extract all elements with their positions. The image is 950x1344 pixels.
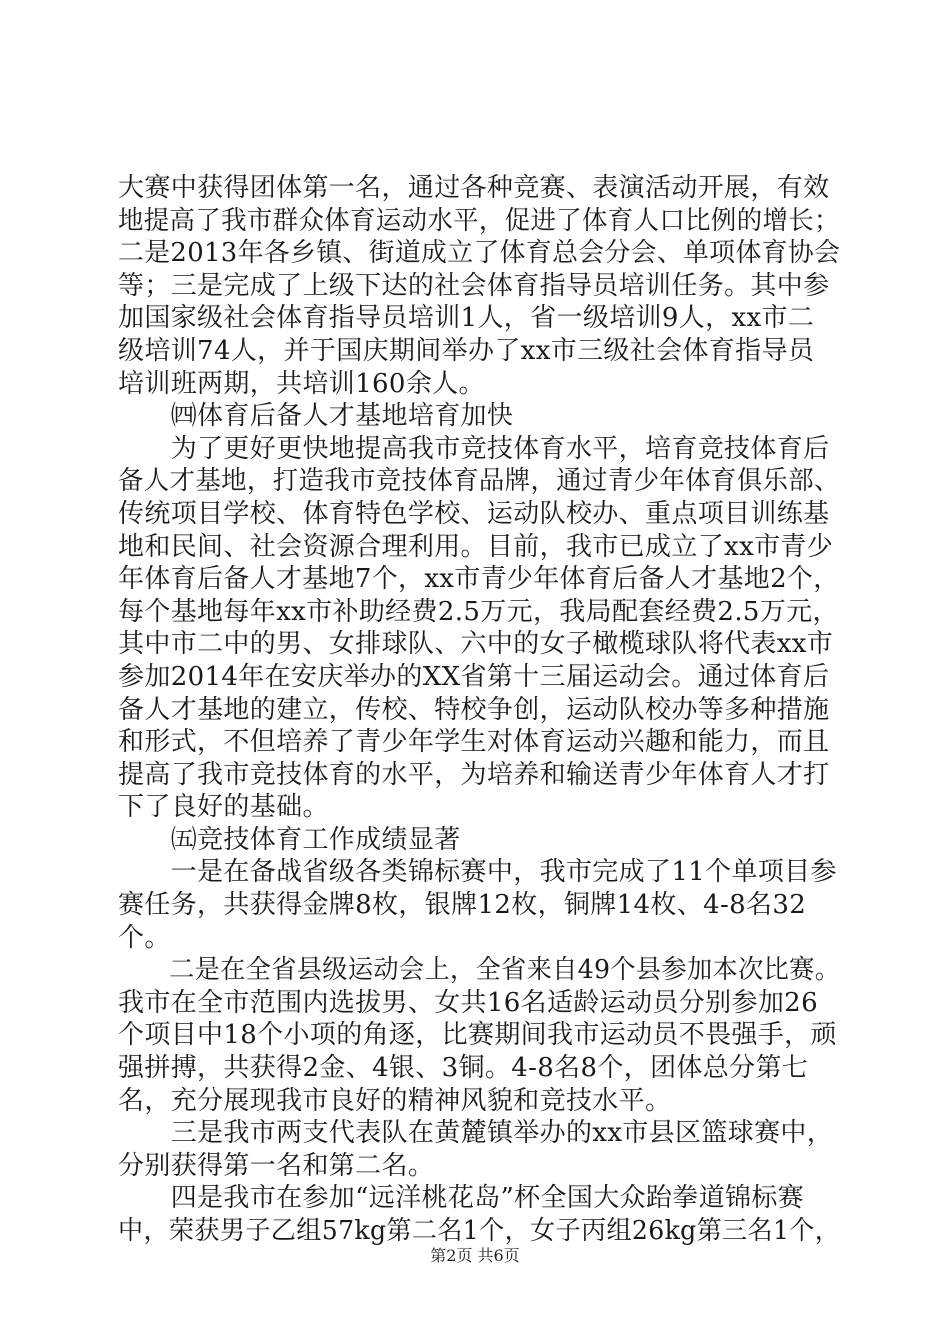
- text-line: 和形式，不但培养了青少年学生对体育运动兴趣和能力，而且: [118, 727, 830, 758]
- text-line: 年体育后备人才基地7个，xx市青少年体育后备人才基地2个，: [118, 564, 840, 595]
- text-line: 个。: [118, 922, 171, 953]
- text-line: 地提高了我市群众体育运动水平，促进了体育人口比例的增长；: [118, 205, 840, 236]
- text-line: 为了更好更快地提高我市竞技体育水平，培育竞技体育后: [118, 433, 830, 464]
- section-heading: ㈤竞技体育工作成绩显著: [118, 824, 461, 855]
- text-line: 赛任务，共获得金牌8枚，银牌12枚，铜牌14枚、4-8名32: [118, 890, 807, 921]
- text-line: 每个基地每年xx市补助经费2.5万元，我局配套经费2.5万元，: [118, 596, 839, 627]
- text-line: 我市在全市范围内选拔男、女共16名适龄运动员分别参加26: [118, 987, 818, 1018]
- text-line: 备人才基地，打造我市竞技体育品牌，通过青少年体育俱乐部、: [118, 466, 840, 497]
- text-line: 下了良好的基础。: [118, 792, 329, 823]
- text-line: 等；三是完成了上级下达的社会体育指导员培训任务。其中参: [118, 270, 830, 301]
- text-line: 强拼搏，共获得2金、4银、3铜。4-8名8个，团体总分第七: [118, 1053, 809, 1084]
- text-line: 参加2014年在安庆举办的XX省第十三届运动会。通过体育后: [118, 661, 830, 692]
- text-line: 个项目中18个小项的角逐，比赛期间我市运动员不畏强手，顽: [118, 1020, 837, 1051]
- document-body: [118, 172, 840, 1248]
- page-footer: 第2页 共6页: [430, 1246, 520, 1265]
- text-line: 名，充分展现我市良好的精神风貌和竞技水平。: [118, 1085, 672, 1116]
- text-line: 四是我市在参加“远洋桃花岛”杯全国大众跆拳道锦标赛: [118, 1183, 805, 1214]
- text-line: 传统项目学校、体育特色学校、运动队校办、重点项目训练基: [118, 498, 830, 529]
- text-line: 二是2013年各乡镇、街道成立了体育总会分会、单项体育协会: [118, 238, 841, 269]
- text-line: 二是在全省县级运动会上，全省来自49个县参加本次比赛。: [118, 955, 841, 986]
- text-line: 提高了我市竞技体育的水平，为培养和输送青少年体育人才打: [118, 759, 830, 790]
- text-line: 其中市二中的男、女排球队、六中的女子橄榄球队将代表xx市: [118, 629, 834, 660]
- text-line: 地和民间、社会资源合理利用。目前，我市已成立了xx市青少: [118, 531, 834, 562]
- text-line: 分别获得第一名和第二名。: [118, 1150, 435, 1181]
- text-line: 级培训74人，并于国庆期间举办了xx市三级社会体育指导员: [118, 335, 815, 366]
- text-line: 中，荣获男子乙组57kg第二名1个，女子丙组26kg第三名1个，: [118, 1216, 841, 1246]
- text-line: 大赛中获得团体第一名，通过各种竞赛、表演活动开展，有效: [118, 173, 830, 203]
- section-heading: ㈣体育后备人才基地培育加快: [118, 401, 514, 432]
- text-line: 加国家级社会体育指导员培训1人，省一级培训9人，xx市二: [118, 303, 815, 334]
- text-line: 一是在备战省级各类锦标赛中，我市完成了11个单项目参: [118, 857, 837, 888]
- text-line: 备人才基地的建立，传校、特校争创，运动队校办等多种措施: [118, 694, 830, 725]
- text-line: 培训班两期，共培训160余人。: [118, 368, 485, 399]
- text-line: 三是我市两支代表队在黄麓镇举办的xx市县区篮球赛中，: [118, 1118, 834, 1149]
